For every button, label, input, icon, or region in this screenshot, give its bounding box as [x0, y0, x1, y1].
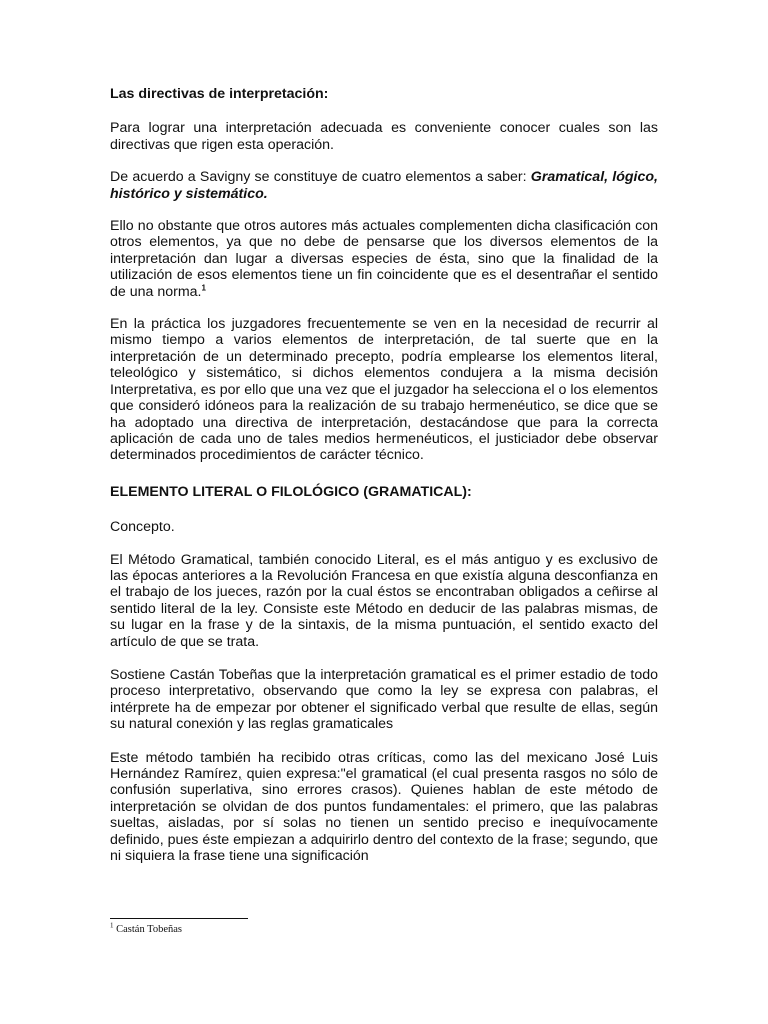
criticism-text-a: Este método también ha recibido otras críticas, como las del mexicano José Luis Hernández Ramírez — [110, 749, 658, 782]
concept-label: Concepto. — [110, 519, 175, 536]
footnote-separator — [110, 918, 248, 919]
section-heading: Las directivas de interpretación: — [110, 86, 329, 102]
footnote-number: 1 — [110, 921, 114, 930]
document-body — [110, 86, 658, 864]
paragraph-castan: Sostiene Castán Tobeñas que la interpretación gramatical es el primer estadio de todo proceso interpretativo, observando que como la ley se expresa con palabras, el intérprete ha de empezar por obtener el significado verbal que resulte de ellas, según su natural conexión y las reglas gramaticales — [110, 666, 658, 733]
footnote-text: Castán Tobeñas — [113, 924, 182, 935]
section-heading-literal: ELEMENTO LITERAL O FILOLÓGICO (GRAMATICAL): — [110, 483, 472, 500]
criticism-underlined: , — [237, 766, 242, 782]
paragraph-criticism — [110, 750, 658, 865]
paragraph-authors — [110, 218, 658, 300]
authors-text: Ello no obstante que otros autores más actuales complementen dicha clasificación con otros elementos, ya que no debe de pensarse que los diversos elementos de la interpretación dan lugar a diversas especies de ésta, sino que la finalidad de la utilización de esos elementos tiene un fin coincidente que es el desentrañar el sentido de una norma. — [110, 218, 658, 300]
footnote — [110, 921, 182, 935]
paragraph-savigny — [110, 169, 658, 202]
criticism-text-b: quien expresa:"el gramatical (el cual presenta rasgos no sólo de confusión superlativa, sino errores crasos). Quienes hablan de este método de interpretación se olvidan de dos puntos fundamentales: el primero, que las palabras sueltas, aisladas, por sí solas no tienen un sentido preciso e inequívocamente definido, pues éste empiezan a adquirirlo dentro del contexto de la frase; segundo, que ni siquiera la frase tiene una significación — [110, 766, 658, 865]
paragraph-practice: En la práctica los juzgadores frecuentemente se ven en la necesidad de recurrir al mismo tiempo a varios elementos de interpretación, de tal suerte que en la interpretación de un determinado precepto, podría emplearse los elementos literal, teleológico y sistemático, si dichos elementos condujera a la misma decisión Interpretativa, es por ello que una vez que el juzgador ha selecciona el o los elementos que consideró idóneos para la realización de su trabajo hermenéutico, se dice que se ha adoptado una directiva de interpretación, destacándose que para la correcta aplicación de cada uno de tales medios hermenéuticos, el justiciador debe observar determinados procedimientos de carácter técnico. — [110, 316, 658, 464]
footnote-reference: 1 — [201, 282, 206, 292]
paragraph-intro: Para lograr una interpretación adecuada es conveniente conocer cuales son las directivas que rigen esta operación. — [110, 120, 658, 153]
paragraph-grammatical-method: El Método Gramatical, también conocido Literal, es el más antiguo y es exclusivo de las épocas anteriores a la Revolución Francesa en que existía alguna desconfianza en el trabajo de los jueces, razón por la cual éstos se encontraban obligados a ceñirse al sentido literal de la ley. Consiste este Método en deducir de las palabras mismas, de su lugar en la frase y de la sintaxis, de la misma puntuación, el sentido exacto del artículo de que se trata. — [110, 551, 658, 650]
savigny-elements: Gramatical, lógico, histórico y sistemático. — [110, 169, 658, 202]
savigny-text: De acuerdo a Savigny se constituye de cuatro elementos a saber: — [110, 169, 531, 186]
